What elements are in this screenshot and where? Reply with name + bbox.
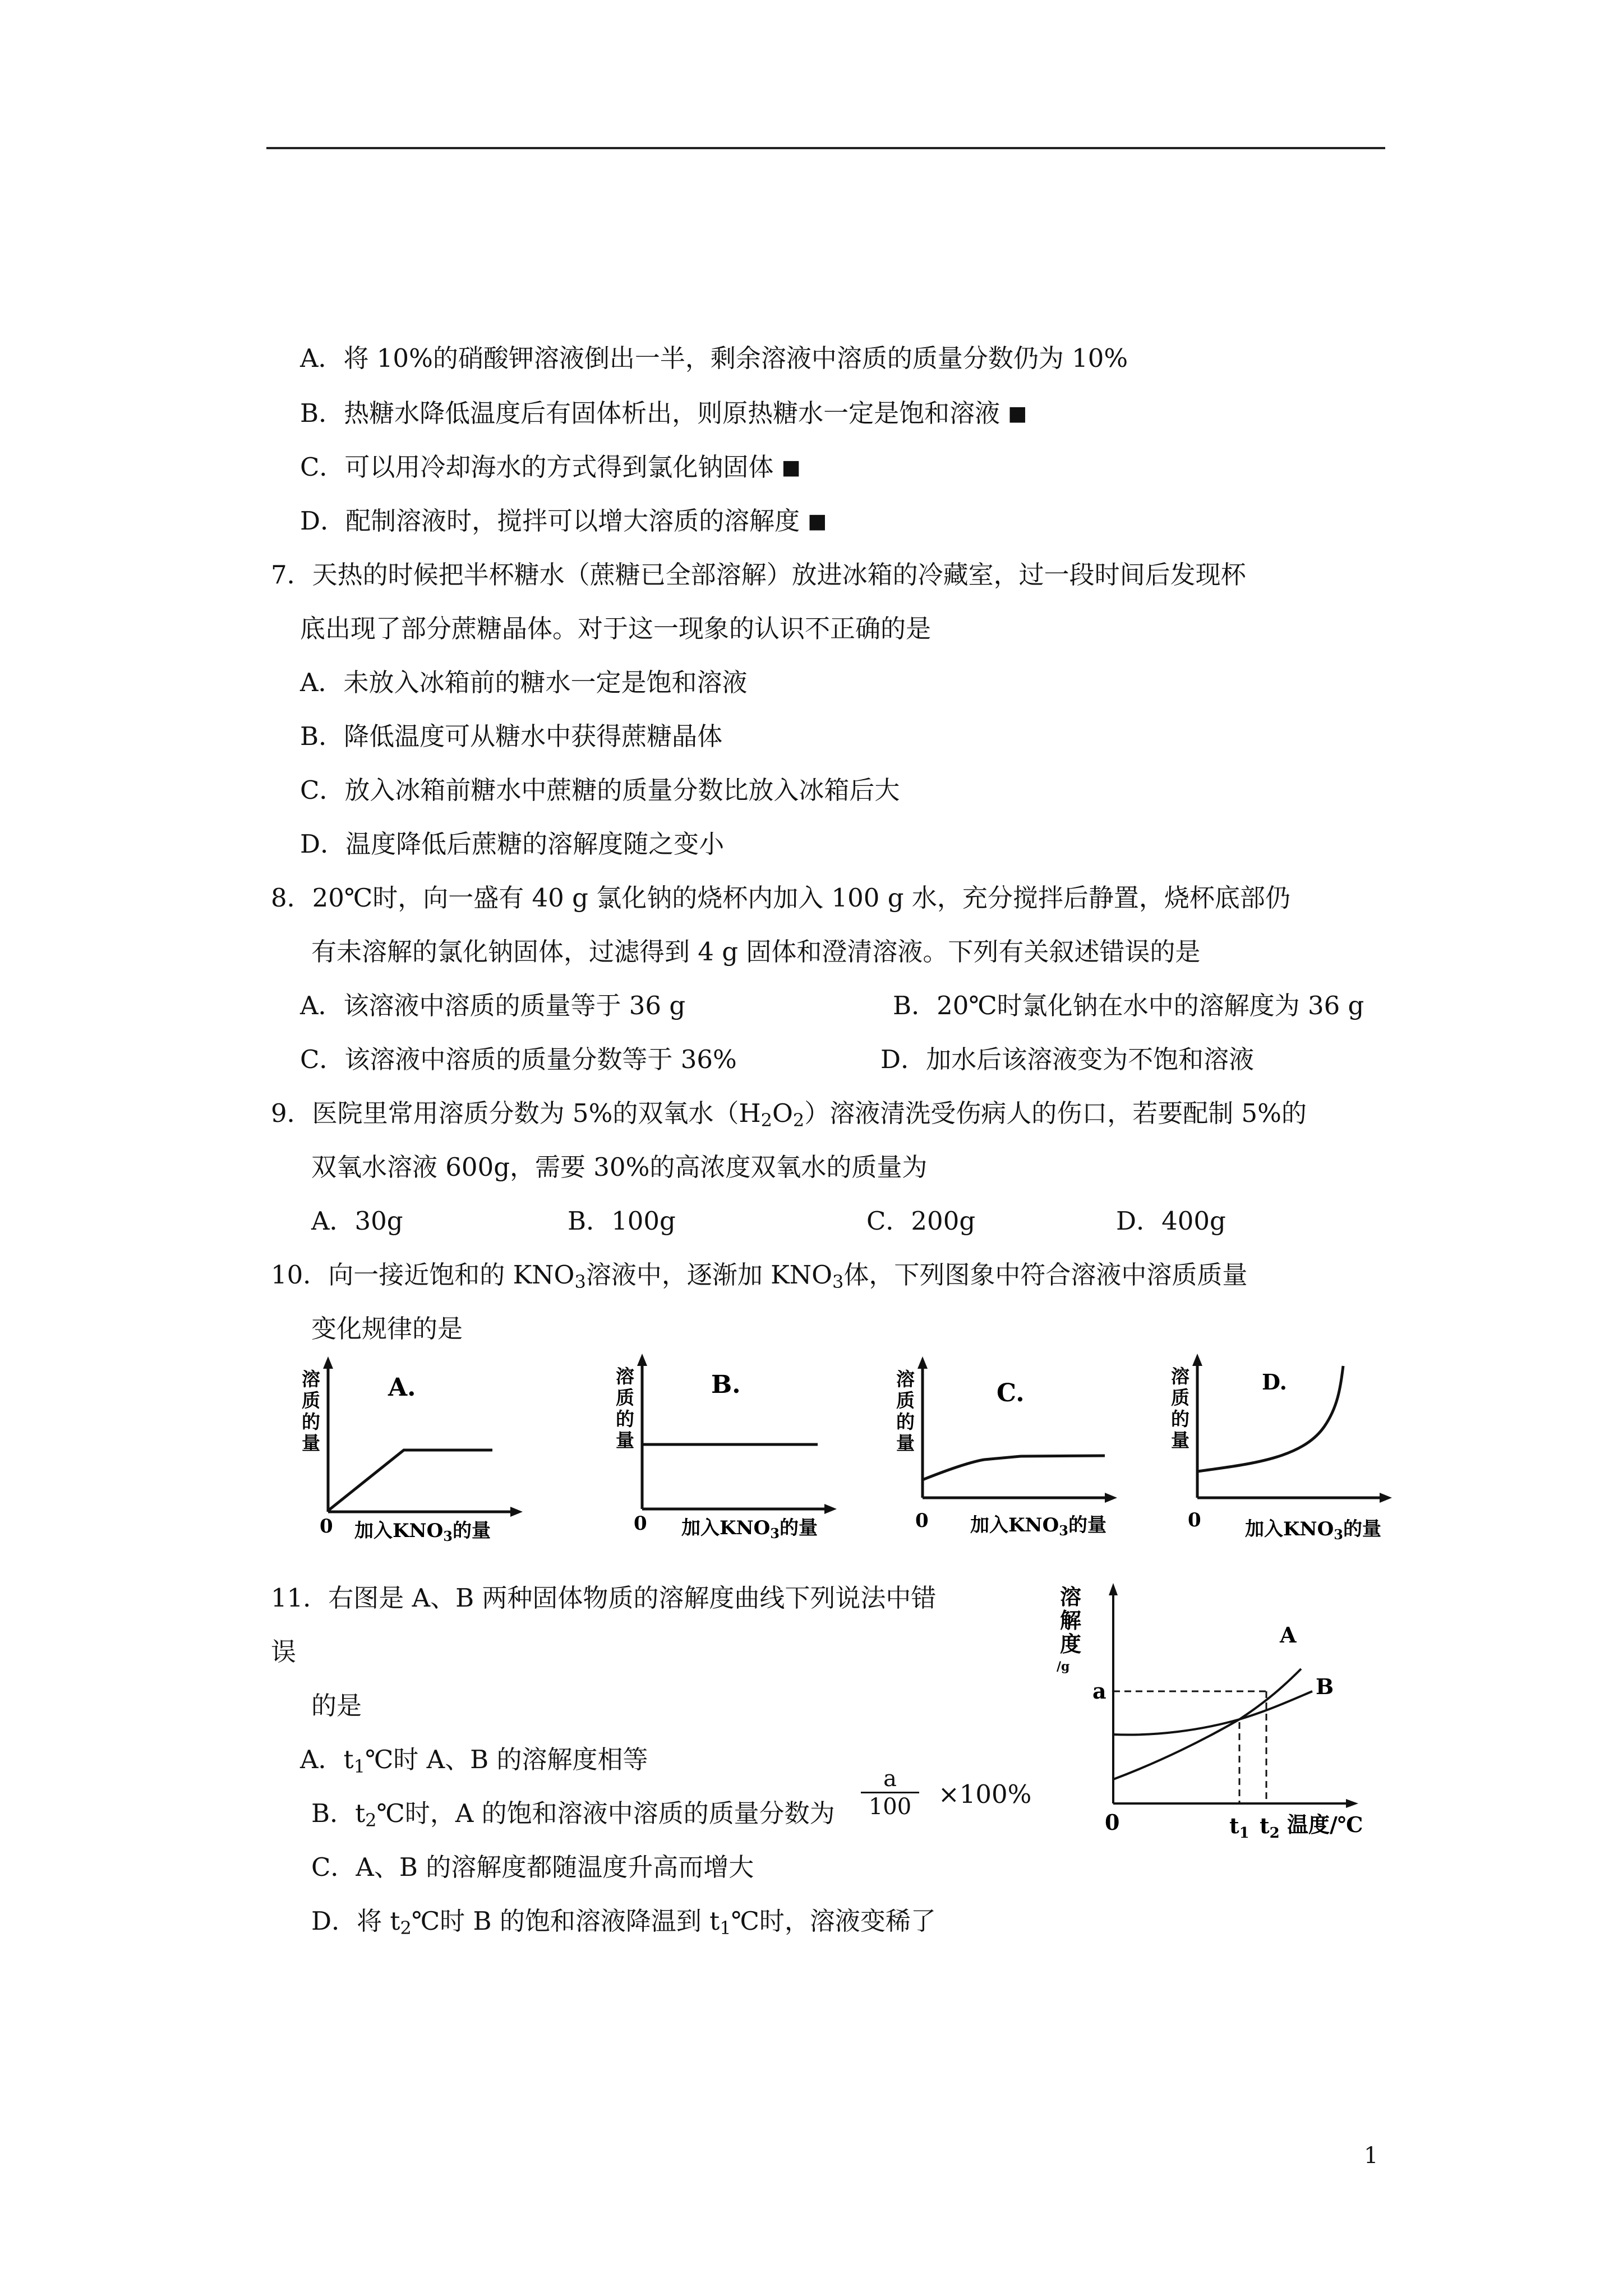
svg-text:加入KNO3的量: 加入$KNO_3$的量 — [354, 1520, 491, 1544]
q8-option-a: A．该溶液中溶质的质量等于 36 g — [300, 991, 686, 1020]
q7-option-d: D．温度降低后蔗糖的溶解度随之变小 — [300, 829, 725, 859]
svg-text:0: 0 — [320, 1515, 333, 1538]
svg-text:量: 量 — [302, 1432, 320, 1454]
svg-text:0: 0 — [1105, 1810, 1120, 1835]
svg-text:质: 质 — [616, 1387, 634, 1409]
q9-option-b: B．100g — [568, 1206, 676, 1236]
svg-text:温度/℃: 温度/℃ — [1287, 1812, 1363, 1837]
svg-text:t2: $t_2$ — [1260, 1813, 1280, 1842]
q6-option-b: B．热糖水降低温度后有固体析出，则原热糖水一定是饱和溶液 ■ — [300, 398, 1027, 428]
svg-text:的: 的 — [302, 1411, 320, 1433]
q8-option-b: B．20℃时氯化钠在水中的溶解度为 36 g — [893, 991, 1364, 1020]
q11-option-c: C．A、B 的溶解度都随温度升高而增大 — [311, 1852, 754, 1882]
q7-option-a: A．未放入冰箱前的糖水一定是饱和溶液 — [300, 668, 748, 697]
q10-graph-a — [292, 1352, 538, 1543]
svg-text:质: 质 — [1171, 1387, 1189, 1409]
curve-a-label: A — [1280, 1622, 1297, 1648]
svg-text:度: 度 — [1060, 1631, 1082, 1657]
svg-text:溶: 溶 — [896, 1368, 915, 1390]
q7-stem-line2: 底出现了部分蔗糖晶体。对于这一现象的认识不正确的是 — [300, 614, 932, 643]
svg-text:0: 0 — [634, 1512, 647, 1535]
q6-option-c: C．可以用冷却海水的方式得到氯化钠固体 ■ — [300, 452, 801, 482]
a-tick-label: a — [1092, 1678, 1106, 1704]
svg-text:溶: 溶 — [1060, 1584, 1082, 1609]
q8-stem-line1: 8．20℃时，向一盛有 40 g 氯化钠的烧杯内加入 100 g 水，充分搅拌后静置，烧杯底部仍 — [271, 883, 1290, 913]
q8-stem-line2: 有未溶解的氯化钠固体，过滤得到 4 g 固体和澄清溶液。下列有关叙述错误的是 — [311, 937, 1201, 967]
svg-text:溶: 溶 — [616, 1365, 634, 1387]
square-mark: ■ — [781, 456, 801, 479]
q7-stem-line1: 7．天热的时候把半杯糖水（蔗糖已全部溶解）放进冰箱的冷藏室，过一段时间后发现杯 — [271, 560, 1246, 590]
q7-option-b: B．降低温度可从糖水中获得蔗糖晶体 — [300, 721, 723, 751]
svg-text:/g: /g — [1057, 1659, 1070, 1674]
svg-text:加入KNO3的量: 加入$KNO_3$的量 — [970, 1514, 1106, 1539]
svg-text:质: 质 — [896, 1389, 915, 1411]
q10-stem-line1: 10．向一接近饱和的 $KNO_3$溶液中，逐渐加 $KNO_3$体，下列图象中符合溶液中溶质质量 — [271, 1260, 1248, 1292]
q11-fraction: $\frac{a}{100}$ — [861, 1766, 919, 1820]
square-mark: ■ — [1008, 402, 1027, 425]
svg-text:加入KNO3的量: 加入$KNO_3$的量 — [681, 1517, 818, 1542]
page-number: 1 — [1364, 2143, 1378, 2169]
solubility-curve-chart — [1049, 1576, 1396, 1846]
svg-text:量: 量 — [896, 1432, 915, 1454]
q9-option-c: C．200g — [866, 1206, 976, 1236]
q8-option-d: D．加水后该溶液变为不饱和溶液 — [880, 1045, 1255, 1074]
graph-label: A. — [388, 1373, 416, 1402]
q8-option-c: C．该溶液中溶质的质量分数等于 36% — [300, 1045, 737, 1074]
svg-text:质: 质 — [302, 1389, 320, 1411]
q10-stem-line2: 变化规律的是 — [311, 1314, 463, 1343]
svg-text:解: 解 — [1060, 1608, 1082, 1633]
svg-text:0: 0 — [915, 1510, 929, 1532]
q9-option-d: D．400g — [1116, 1206, 1226, 1236]
q6-option-a: A．将 10%的硝酸钾溶液倒出一半，剩余溶液中溶质的质量分数仍为 10% — [300, 343, 1128, 373]
q10-graph-b — [606, 1349, 852, 1540]
svg-text:的: 的 — [1171, 1408, 1189, 1430]
q6-option-d: D．配制溶液时，搅拌可以增大溶质的溶解度 ■ — [300, 506, 827, 536]
q9-stem-line2: 双氧水溶液 600g，需要 30%的高浓度双氧水的质量为 — [311, 1152, 928, 1182]
svg-text:0: 0 — [1188, 1509, 1201, 1531]
q11-stem-line1: 11．右图是 A、B 两种固体物质的溶解度曲线下列说法中错 — [271, 1583, 937, 1613]
q7-option-c: C．放入冰箱前糖水中蔗糖的质量分数比放入冰箱后大 — [300, 775, 900, 805]
svg-text:溶: 溶 — [1171, 1365, 1189, 1387]
svg-text:的: 的 — [616, 1408, 634, 1430]
graph-label: B. — [711, 1370, 741, 1399]
svg-text:量: 量 — [1171, 1429, 1189, 1451]
q11-option-b: B．$t_2℃$时，A 的饱和溶液中溶质的质量分数为 — [311, 1798, 835, 1831]
q11-stem-line2: 的是 — [311, 1691, 362, 1720]
curve-a — [1113, 1669, 1301, 1779]
q11-option-a: A．$t_1℃$时 A、B 的溶解度相等 — [300, 1745, 648, 1777]
q11-stem-line1-cont: 误 — [271, 1637, 297, 1667]
q10-graph-c — [886, 1352, 1133, 1543]
q9-option-a: A．30g — [311, 1206, 403, 1236]
q10-graph-d — [1161, 1349, 1408, 1543]
q11-option-b-percent: ×100% — [938, 1779, 1032, 1809]
svg-text:溶: 溶 — [302, 1368, 320, 1390]
q9-stem-line1: 9．医院里常用溶质分数为 5%的双氧水$(H_2O_2)$溶液清洗受伤病人的伤口，若要配制 5%的 — [271, 1098, 1307, 1131]
graph-label: C. — [997, 1379, 1025, 1407]
curve-b — [1113, 1691, 1312, 1735]
graph-label: D. — [1262, 1369, 1287, 1395]
svg-text:量: 量 — [616, 1429, 634, 1451]
square-mark: ■ — [808, 510, 827, 533]
svg-text:加入KNO3的量: 加入$KNO_3$的量 — [1245, 1518, 1381, 1543]
curve-b-label: B — [1316, 1674, 1334, 1699]
svg-text:t1: $t_1$ — [1229, 1813, 1249, 1842]
q11-option-d: D．将 $t_2℃$时 B 的饱和溶液降温到 $t_1℃$时，溶液变稀了 — [311, 1906, 936, 1939]
svg-text:的: 的 — [896, 1411, 915, 1433]
header-rule — [266, 147, 1385, 149]
